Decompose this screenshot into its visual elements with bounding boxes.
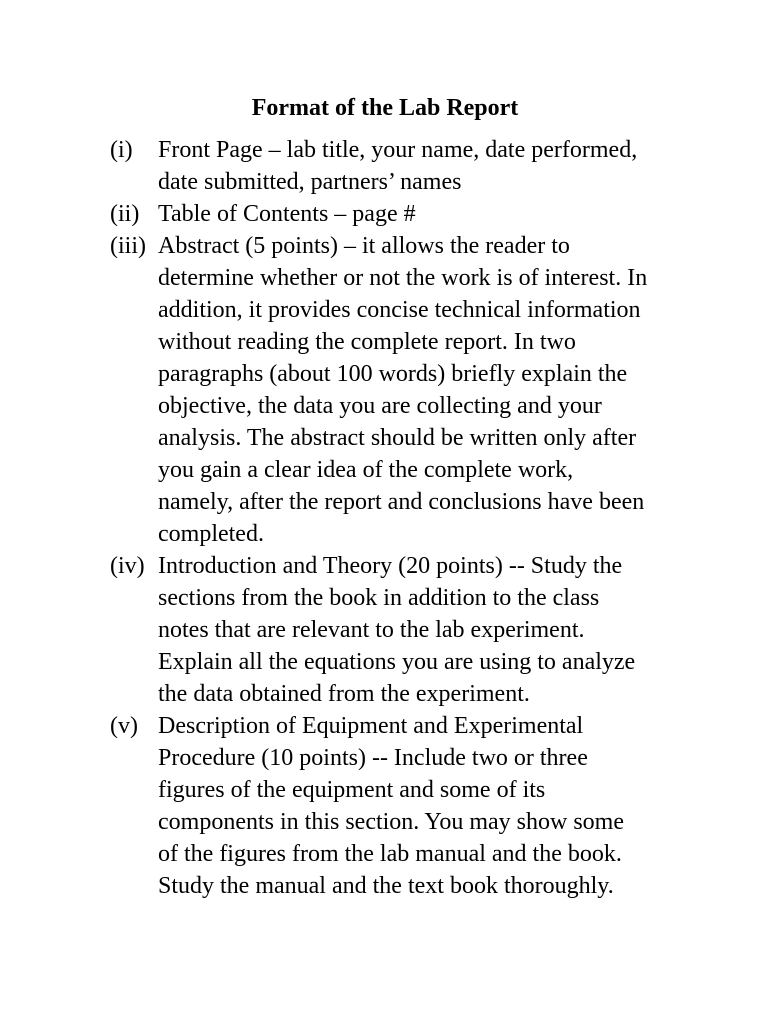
text-line: you gain a clear idea of the complete work,	[158, 457, 574, 483]
report-sections-list	[110, 134, 700, 902]
list-item	[110, 134, 700, 198]
text-line: completed.	[158, 521, 264, 547]
text-line: notes that are relevant to the lab experiment.	[158, 617, 585, 643]
text-line: objective, the data you are collecting and your	[158, 393, 602, 419]
text-line: sections from the book in addition to the class	[158, 585, 600, 611]
text-line: Table of Contents – page #	[158, 201, 416, 227]
list-item-text	[158, 134, 700, 198]
text-line: figures of the equipment and some of its	[158, 777, 546, 803]
text-line: Front Page – lab title, your name, date performed,	[158, 137, 638, 163]
list-item	[110, 710, 700, 902]
list-item-marker: (v)	[110, 713, 138, 739]
text-line: Introduction and Theory (20 points) -- Study the	[158, 553, 623, 579]
list-item-marker: (i)	[110, 137, 133, 163]
text-line: paragraphs (about 100 words) briefly explain the	[158, 361, 628, 387]
list-item	[110, 230, 700, 550]
list-item-text	[158, 710, 700, 902]
list-item-text	[158, 198, 700, 230]
list-item-marker: (iv)	[110, 553, 145, 579]
list-item	[110, 198, 700, 230]
text-line: the data obtained from the experiment.	[158, 681, 530, 707]
list-item	[110, 550, 700, 710]
text-line: namely, after the report and conclusions have been	[158, 489, 645, 515]
list-item-marker: (ii)	[110, 201, 140, 227]
text-line: Abstract (5 points) – it allows the reader to	[158, 233, 570, 259]
text-line: Procedure (10 points) -- Include two or three	[158, 745, 588, 771]
text-line: date submitted, partners’ names	[158, 169, 462, 195]
text-line: determine whether or not the work is of interest. In	[158, 265, 648, 291]
text-line: components in this section. You may show some	[158, 809, 624, 835]
text-line: addition, it provides concise technical information	[158, 297, 641, 323]
text-line: Study the manual and the text book thoroughly.	[158, 873, 614, 899]
list-item-text	[158, 550, 700, 710]
text-line: Explain all the equations you are using to analyze	[158, 649, 636, 675]
text-line: Description of Equipment and Experimental	[158, 713, 584, 739]
text-line: of the figures from the lab manual and the book.	[158, 841, 622, 867]
text-line: without reading the complete report. In two	[158, 329, 576, 355]
list-item-marker: (iii)	[110, 233, 146, 259]
list-item-text	[158, 230, 700, 550]
text-line: analysis. The abstract should be written only after	[158, 425, 637, 451]
document-title: Format of the Lab Report	[251, 95, 519, 121]
